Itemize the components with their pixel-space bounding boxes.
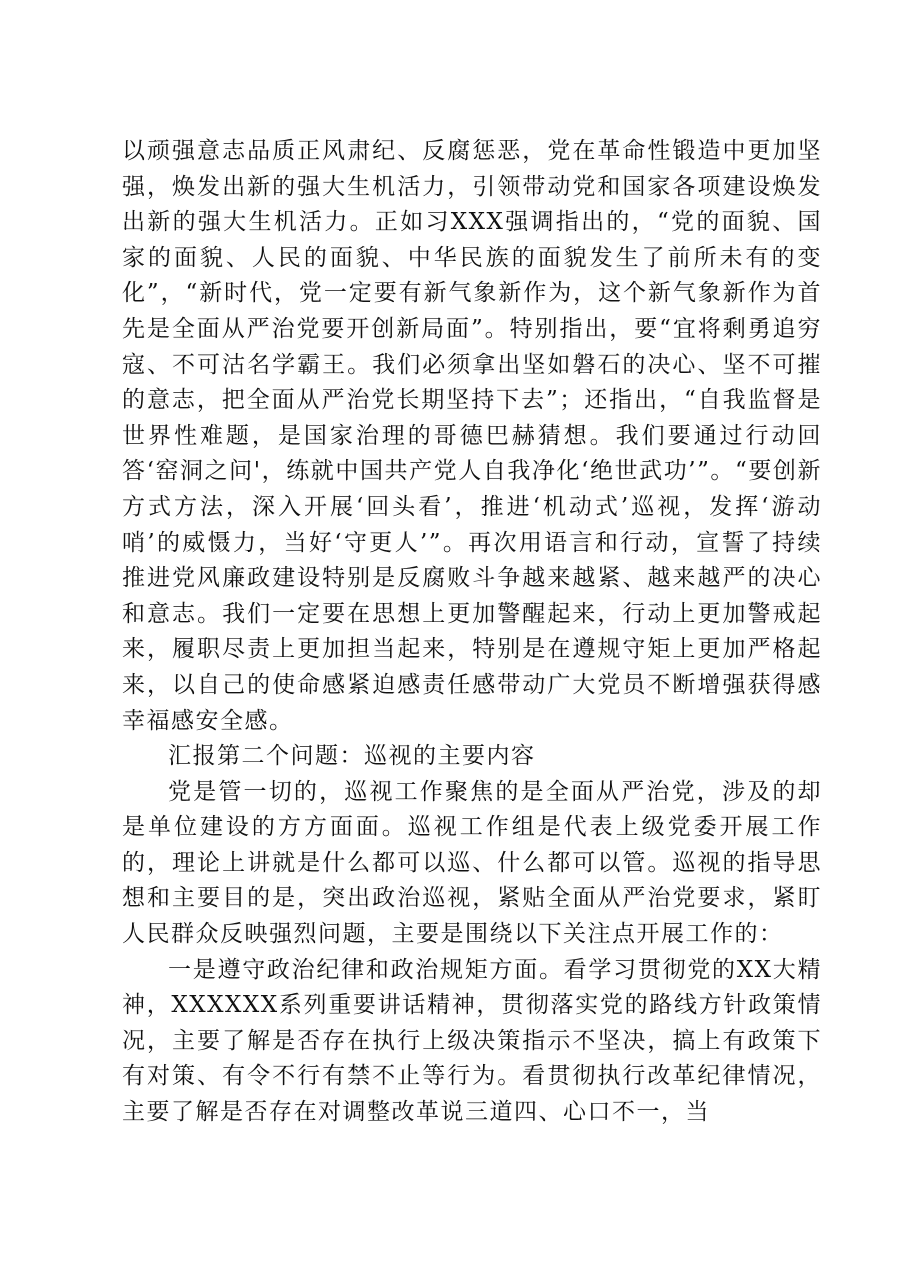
paragraph-section-intro: 党是管一切的，巡视工作聚焦的是全面从严治党，涉及的却是单位建设的方方面面。巡视工作组是代表上级党委开展工作的，理论上讲就是什么都可以巡、什么都可以管。巡视的指导思想和主要目的是，突出政治巡视，紧贴全面从严治党要求，紧盯人民群众反映强烈问题，主要是围绕以下关注点开展工作的： [122,778,822,948]
section-heading: 汇报第二个问题：巡视的主要内容 [168,743,536,770]
paragraph-continuation: 以顽强意志品质正风肃纪、反腐惩恶，党在革命性锻造中更加坚强，焕发出新的强大生机活力，引领带动党和国家各项建设焕发出新的强大生机活力。正如习XXX强调指出的，“党的面貌、国家的面貌、人民的面貌、中华民族的面貌发生了前所未有的变化”，“新时代，党一定要有新气象新作为，这个新气象新作为首先是全面从严治党要开创新局面”。特别指出，要“宜将剩勇追穷寇、不可沽名学霸王。我们必须拿出坚如磐石的决心、坚不可摧的意志，把全面从严治党长期坚持下去”；还指出，“自我监督是世界性难题，是国家治理的哥德巴赫猜想。我们要通过行动回答‘窑洞之问'，练就中国共产党人自我净化‘绝世武功’”。“要创新方式方法，深入开展‘回头看’，推进‘机动式’巡视，发挥‘游动哨’的威慑力，当好‘守更人’”。再次用语言和行动，宣誓了持续推进党风廉政建设特别是反腐败斗争越来越紧、越来越严的决心和意志。我们一定要在思想上更加警醒起来，行动上更加警戒起来，履职尽责上更加担当起来，特别是在遵规守矩上更加严格起来，以自己的使命感紧迫感责任感带动广大党员不断增强获得感幸福感安全感。 [122,138,822,734]
paragraph-point-one: 一是遵守政治纪律和政治规矩方面。看学习贯彻党的XX大精神，XXXXXX系列重要讲话精神，贯彻落实党的路线方针政策情况，主要了解是否存在执行上级决策指示不坚决，搞上有政策下有对策、有令不行有禁不止等行为。看贯彻执行改革纪律情况，主要了解是否存在对调整改革说三道四、心口不一，当 [122,956,822,1126]
document-body [122,134,822,1131]
